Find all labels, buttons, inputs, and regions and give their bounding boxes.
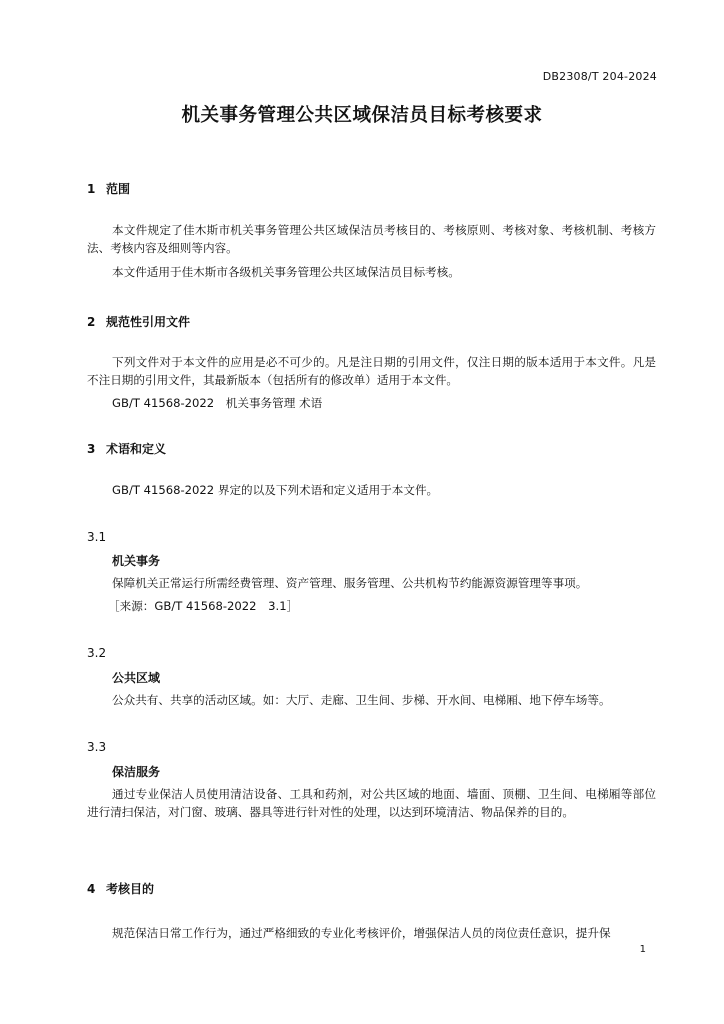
scope-paragraph-2: 本文件适用于佳木斯市各级机关事务管理公共区域保洁员目标考核。: [112, 265, 460, 279]
section-heading-terms: [87, 440, 166, 457]
section-title: 规范性引用文件: [106, 315, 191, 329]
term-definition: 公众共有、共享的活动区域。如：大厅、走廊、卫生间、步梯、开水间、电梯厢、地下停车场等。: [112, 693, 611, 707]
term-name: 保洁服务: [112, 765, 161, 779]
section-heading-assessment-purpose: [87, 880, 154, 897]
section-title: 考核目的: [106, 882, 155, 896]
section-title: 范围: [106, 182, 131, 196]
section-number: 2: [87, 315, 96, 329]
page-number: 1: [639, 944, 646, 955]
references-paragraph: 下列文件对于本文件的应用是必不可少的。凡是注日期的引用文件，仅注日期的版本适用于本文件。凡是不注日期的引用文件，其最新版本（包括所有的修改单）适用于本文件。: [87, 355, 656, 387]
document-title: 机关事务管理公共区域保洁员目标考核要求: [181, 105, 543, 126]
purpose-paragraph: 规范保洁日常工作行为，通过严格细致的专业化考核评价，增强保洁人员的岗位责任意识，提升保: [112, 926, 611, 940]
section-title: 术语和定义: [106, 442, 167, 456]
term-definition: 保障机关正常运行所需经费管理、资产管理、服务管理、公共机构节约能源资源管理等事项。: [112, 576, 588, 590]
term-name: 机关事务: [112, 554, 161, 568]
section-heading-normative-references: [87, 313, 190, 330]
scope-paragraph-1: 本文件规定了佳木斯市机关事务管理公共区域保洁员考核目的、考核原则、考核对象、考核机制、考核方法、考核内容及细则等内容。: [87, 223, 656, 255]
term-definition: 通过专业保洁人员使用清洁设备、工具和药剂，对公共区域的地面、墙面、顶棚、卫生间、电梯厢等部位进行清扫保洁，对门窗、玻璃、器具等进行针对性的处理，以达到环境清洁、物品保养的目的。: [87, 787, 656, 819]
section-number: 1: [87, 182, 96, 196]
terms-intro: GB/T 41568-2022 界定的以及下列术语和定义适用于本文件。: [112, 483, 439, 497]
section-heading-scope: [87, 180, 130, 197]
document-code: DB2308/T 204-2024: [542, 70, 657, 83]
clause-number: 3.2: [87, 646, 107, 660]
clause-number: 3.3: [87, 740, 107, 754]
section-number: 3: [87, 442, 96, 456]
term-source: ［来源：GB/T 41568-2022 3.1］: [108, 599, 299, 613]
referenced-standard: GB/T 41568-2022 机关事务管理 术语: [112, 396, 323, 410]
section-number: 4: [87, 882, 96, 896]
clause-number: 3.1: [87, 530, 107, 544]
term-name: 公共区域: [112, 671, 161, 685]
